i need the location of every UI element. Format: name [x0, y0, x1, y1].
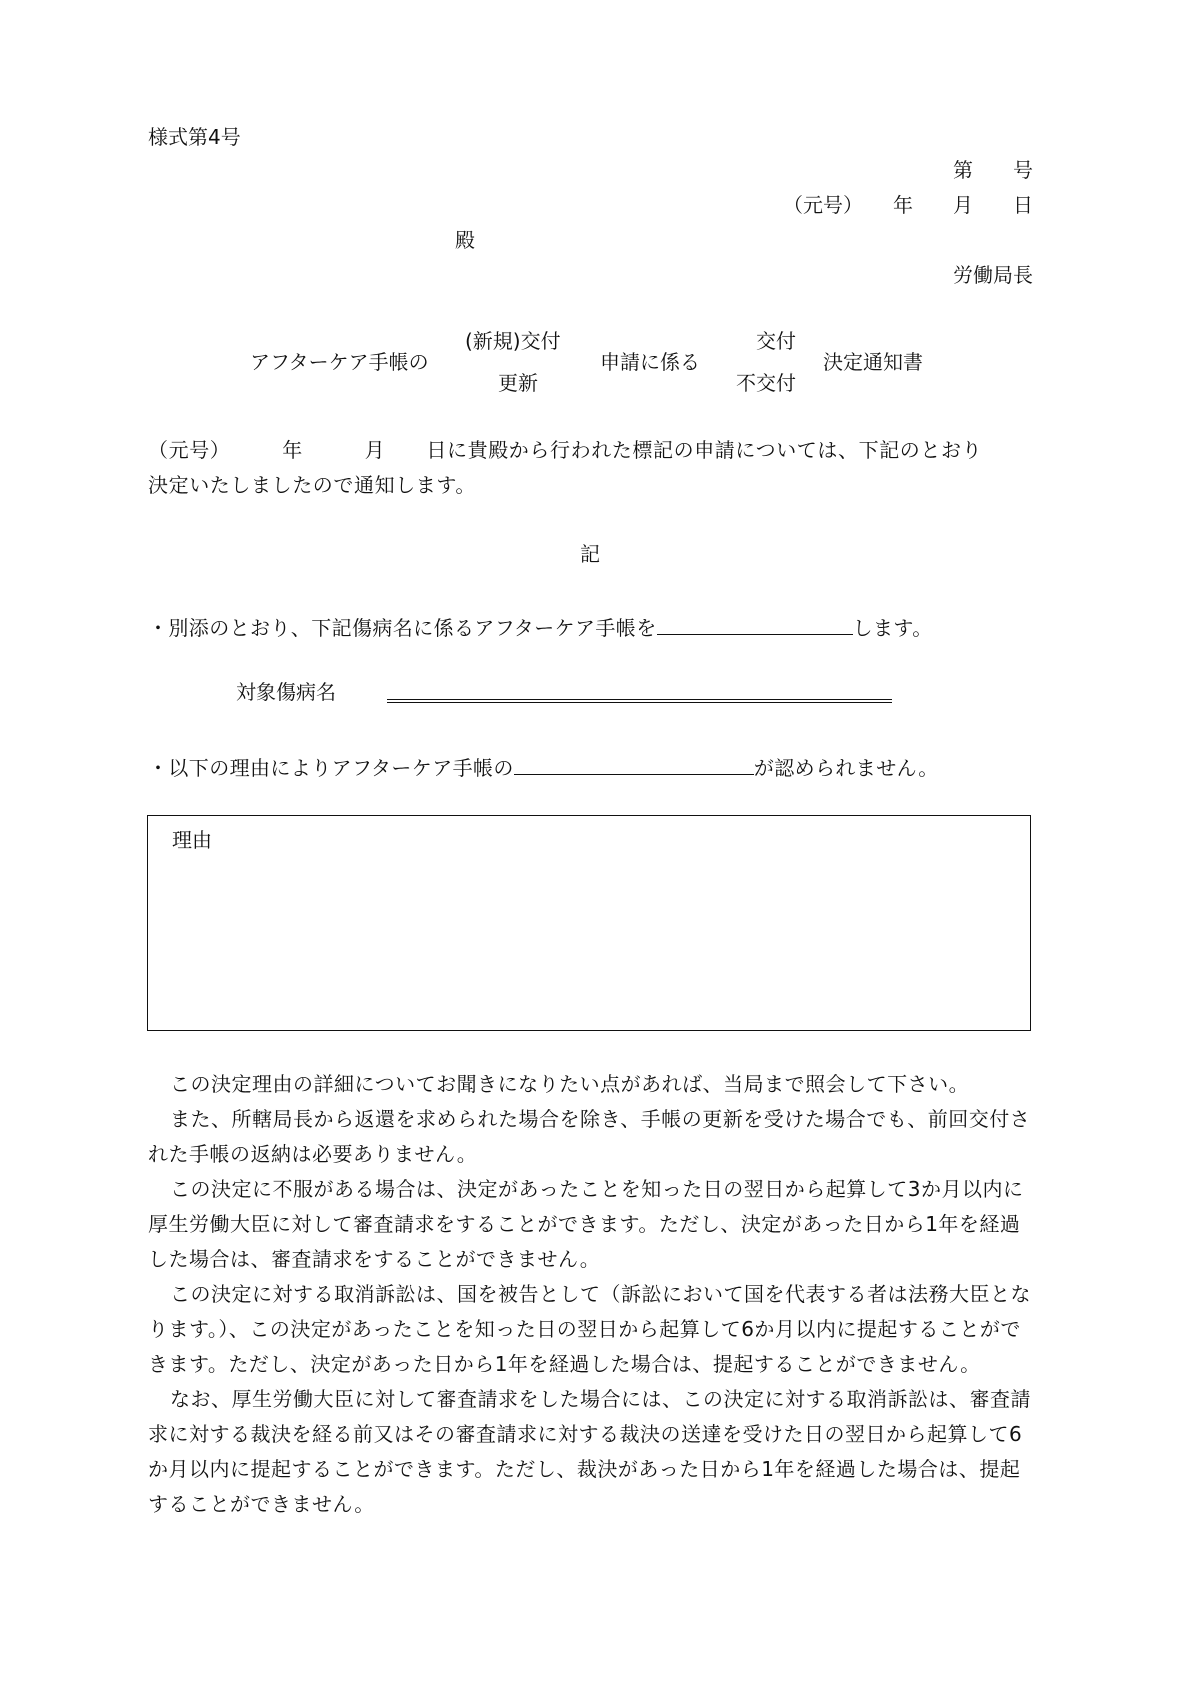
note-1: この決定理由の詳細についてお聞きになりたい点があれば、当局まで照会して下さい。 — [170, 1072, 970, 1096]
item-1-text-before: ・別添のとおり、下記傷病名に係るアフターケア手帳を — [148, 616, 657, 640]
note-3: この決定に不服がある場合は、決定があったことを知った日の翌日から起算して3か月以内に厚生労働大臣に対して審査請求をすることができます。ただし、決定があった日から1年を経過した場合は、審査請求をすることができません。 — [148, 1177, 1024, 1271]
title-option-grant: 交付 — [756, 329, 796, 353]
document-number: 第 号 — [953, 158, 1033, 182]
item-2-text-before: ・以下の理由によりアフターケア手帳の — [148, 756, 514, 780]
ki-heading: 記 — [580, 542, 600, 566]
reason-box — [147, 815, 1031, 1031]
title-option-new: (新規)交付 — [465, 329, 561, 353]
issuer-title: 労働局長 — [953, 263, 1033, 287]
title-option-deny: 不交付 — [736, 371, 796, 395]
item-1-text-after: します。 — [852, 616, 933, 640]
addressee-suffix: 殿 — [455, 228, 475, 252]
form-label: 様式第4号 — [148, 125, 241, 149]
title-prefix: アフターケア手帳の — [250, 350, 429, 374]
note-5: なお、厚生労働大臣に対して審査請求をした場合には、この決定に対する取消訴訟は、審査請求に対する裁決を経る前又はその審査請求に対する裁決の送達を受けた日の翌日から起算して6か月以内に提起することができます。ただし、裁決があった日から1年を経過した場合は、提起することができません。 — [148, 1387, 1031, 1516]
intro-line-1: （元号） 年 月 日に貴殿から行われた標記の申請については、下記のとおり — [148, 438, 983, 462]
item-1-blank — [657, 614, 853, 635]
item-1 — [148, 614, 933, 638]
note-4: この決定に対する取消訴訟は、国を被告として（訴訟において国を代表する者は法務大臣となります。）、この決定があったことを知った日の翌日から起算して6か月以内に提起することができます。ただし、決定があった日から1年を経過した場合は、提起することができません。 — [148, 1282, 1031, 1376]
note-2: また、所轄局長から返還を求められた場合を除き、手帳の更新を受けた場合でも、前回交付された手帳の返納は必要ありません。 — [148, 1107, 1031, 1166]
reason-label: 理由 — [172, 828, 212, 852]
issue-date: （元号） 年 月 日 — [783, 193, 1033, 217]
title-suffix: 決定通知書 — [823, 350, 923, 374]
disease-name-line — [387, 699, 892, 703]
intro-line-2: 決定いたしましたので通知します。 — [148, 473, 476, 497]
title-middle: 申請に係る — [600, 350, 700, 374]
item-2-text-after: が認められません。 — [753, 756, 939, 780]
item-2-blank — [514, 754, 754, 775]
item-2 — [148, 754, 939, 778]
title-option-renew: 更新 — [498, 371, 538, 395]
notes-section — [148, 1067, 1032, 1522]
disease-label: 対象傷病名 — [236, 680, 336, 704]
